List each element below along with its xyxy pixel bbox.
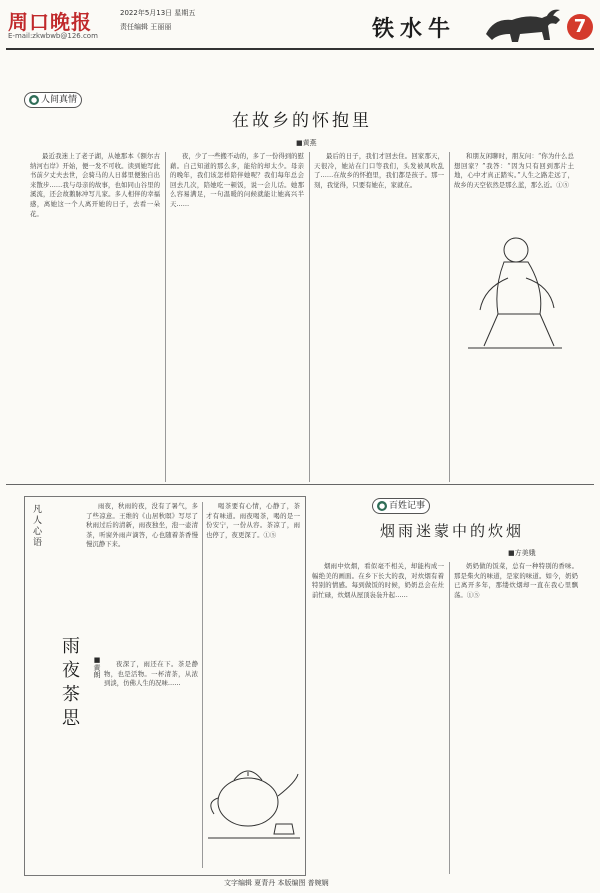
column-divider: [449, 562, 450, 874]
section-title: 铁水牛: [372, 16, 457, 42]
article1-column-3: 最后的日子，我们才回去住。回家那天，天很冷，她站在门口等我们，头发被风吹乱了……在故乡的怀抱里，我们都是孩子。那一刻，我觉得，只要有她在，家就在。: [314, 152, 444, 189]
column-divider: [309, 152, 310, 482]
page-editor: 责任编辑 王丽丽: [120, 23, 172, 31]
footer-credits: 文字编辑 夏青丹 本版编图 普婉娴: [224, 879, 329, 887]
article1-column-4: 和朋友闲聊时，朋友问：“你为什么总想回家？”我答：“因为只有回到那片土地，心中才真正踏实。”人生之路走远了，故乡的天空依然是那么蓝，那么近。①⑤: [454, 152, 574, 189]
column-divider: [202, 502, 203, 868]
page-number: 7: [567, 14, 593, 40]
article3-column-1: 烟雨中炊烟，看似毫不相关，却能构成一幅绝美的画面。在乡下长大的我，对炊烟有着特别的情感。每到做饭的时候，奶奶总会在灶前忙碌，炊烟从屋顶袅袅升起……: [312, 562, 444, 599]
article2-column-1: 雨夜，秋雨的夜，没有了暑气，多了些凉意。王维的《山居秋暝》写尽了秋雨过后的清新，雨夜独坐，泡一壶清茶，听窗外雨声滴答，心也随着茶香慢慢沉静下来。: [86, 502, 198, 549]
tag-dot-icon: ●: [378, 502, 386, 510]
header-divider: [6, 48, 594, 50]
article2-tag: 凡人心语: [31, 504, 41, 548]
article1-column-2: 夜，少了一些搬不动的，多了一份得到的慰藉。自己知道的那么多，能给的却太少。母亲的晚年，我们该怎样陪伴她呢？我们每年总会回去几次，陪她吃一顿饭，说一会儿话。她那么容易满足，一句温暖的问候就能让她高兴半天……: [170, 152, 304, 208]
issue-date: 2022年5月13日 星期五: [120, 9, 196, 17]
article1-title: 在故乡的怀抱里: [232, 111, 372, 131]
column-divider: [449, 152, 450, 482]
article1-byline: ■黄燕: [296, 139, 317, 147]
article1-tag: ● 人间真情: [24, 92, 82, 108]
section-divider: [6, 484, 594, 485]
article3-tag: ● 百姓记事: [372, 498, 430, 514]
article2-column-3: 喝茶要有心情，心静了，茶才有味道。雨夜喝茶，喝的是一份安宁，一份从容。茶凉了，雨也停了，夜更深了。①⑤: [206, 502, 300, 539]
illustration-teapot: [204, 752, 302, 842]
article3-title: 烟雨迷蒙中的炊烟: [380, 522, 525, 540]
article2-title: 雨夜茶思: [59, 636, 80, 732]
article2-byline: ■黄朗: [93, 656, 101, 678]
newspaper-logo: 周口晚报: [8, 10, 92, 34]
article1-column-1: 最近我迷上了老子湖，从她那本《额尔古纳河右岸》开始，便一发不可收。读到她写此书前夕丈夫去世，会骑马的人日暮里便独自出来散步……我与母亲的故事，也如同山谷里的溪流，还会故鹅脉冲写儿家。多人相伴的幸福感，离她这一个人离开她的日子，去看一朵花。: [30, 152, 160, 218]
newspaper-email: E-mail:zkwbwb@126.com: [8, 32, 98, 40]
article3-column-2: 奶奶做的饭菜，总有一种特别的香味。那是柴火的味道，是家的味道。如今，奶奶已离开多年，那缕炊烟却一直在我心里飘荡。①⑤: [454, 562, 578, 599]
article2-column-2: 夜深了，雨还在下。茶是静物，也是活物。一杯清茶，从浓到淡，仿佛人生的况味……: [104, 660, 198, 688]
tag-dot-icon: ●: [30, 96, 38, 104]
article3-byline: ■方美娥: [508, 549, 536, 557]
bull-icon: [480, 4, 566, 48]
column-divider: [165, 152, 166, 482]
illustration-seated-figure: [454, 228, 574, 358]
